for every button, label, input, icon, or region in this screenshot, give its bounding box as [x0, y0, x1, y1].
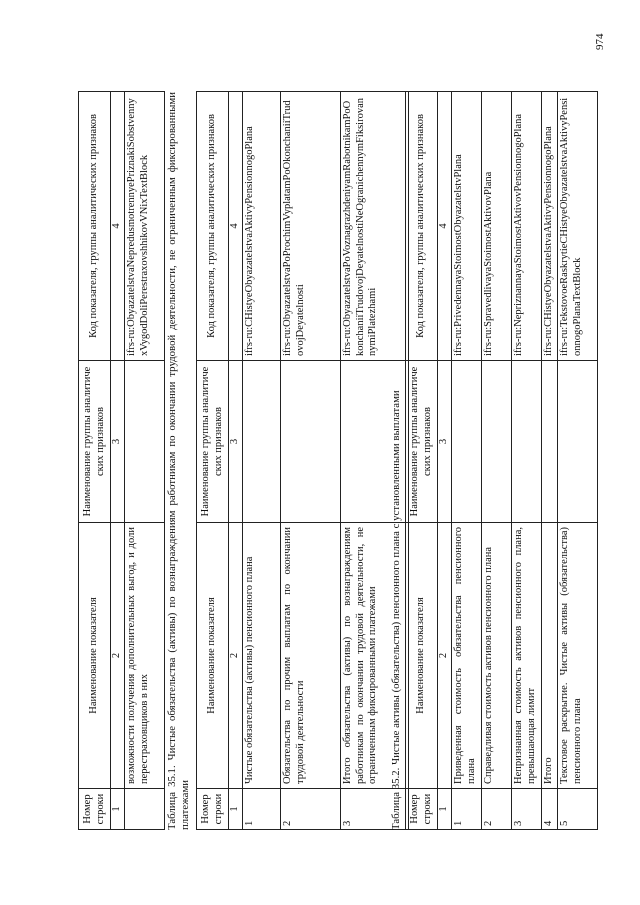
cell-line-number: 2 — [481, 789, 511, 830]
table-header-row — [406, 92, 438, 830]
cell-indicator-code: ifrs-ru:CHistyeObyazatelstvaAktivyPensionnogoPlana — [242, 92, 280, 361]
header-indicator-name: Наименование показателя — [406, 523, 438, 789]
cell-group-name — [242, 361, 280, 523]
header-group-name: Наименование группы аналитических признаков — [197, 361, 229, 523]
table-continuation — [78, 91, 165, 830]
table-row — [451, 92, 481, 830]
table-header-row — [197, 92, 229, 830]
cell-line-number: 3 — [511, 789, 541, 830]
header-indicator-code: Код показателя, группы аналитических признаков — [197, 92, 229, 361]
table-row — [124, 92, 164, 830]
cell-group-name — [541, 361, 557, 523]
cell-indicator-name: Итого — [541, 523, 557, 789]
cell-line-number: 3 — [340, 789, 408, 830]
cell-line-number: 1 — [451, 789, 481, 830]
col-number: 4 — [229, 92, 243, 361]
header-line-number: Номер строки — [79, 789, 111, 830]
table-35-2 — [405, 91, 598, 830]
table-row — [242, 92, 280, 830]
header-group-name: Наименование группы аналитических признаков — [79, 361, 111, 523]
col-number: 2 — [111, 523, 125, 789]
cell-indicator-name: Текстовое раскрытие. Чистые активы (обязательства) пенсионного плана — [557, 523, 597, 789]
cell-indicator-code: ifrs-ru:SpravedlivayaStoimostAktivovPlana — [481, 92, 511, 361]
header-indicator-name: Наименование показателя — [79, 523, 111, 789]
cell-group-name — [451, 361, 481, 523]
cell-indicator-name: Итого обязательства (активы) по вознаграждениям работникам по окончании трудовой деятельности, не ограниченным фиксированными платежами — [340, 523, 408, 789]
cell-indicator-name: Чистые обязательства (активы) пенсионного плана — [242, 523, 280, 789]
cell-line-number — [124, 789, 164, 830]
cell-indicator-code: ifrs-ru:PrivedennayaStoimostObyazatelstvPlana — [451, 92, 481, 361]
table-row — [541, 92, 557, 830]
table-35-1 — [196, 91, 409, 830]
cell-indicator-code: ifrs-ru:ObyazatelstvaNepredusmotrennyePriznakiSobstvennyxVygodDoliPerestraxovshhikovVNixTextBlock — [124, 92, 164, 361]
table-caption-35-2: Таблица 35.2. Чистые активы (обязательства) пенсионного плана с установленными выплатами — [390, 390, 402, 830]
cell-indicator-code: ifrs-ru:ObyazatelstvaPoVoznagrazhdeniyamRabotnikamPoOkonchaniiTrudovojDeyatelnostiNeOgranichennymFiksirovannymiPlatezhami — [340, 92, 408, 361]
col-number: 2 — [229, 523, 243, 789]
table-row — [511, 92, 541, 830]
table-header-row — [79, 92, 111, 830]
table-row — [280, 92, 340, 830]
cell-group-name — [511, 361, 541, 523]
cell-group-name — [124, 361, 164, 523]
col-number: 4 — [111, 92, 125, 361]
col-number: 1 — [229, 789, 243, 830]
col-number: 4 — [438, 92, 452, 361]
col-number: 3 — [438, 361, 452, 523]
header-indicator-code: Код показателя, группы аналитических признаков — [79, 92, 111, 361]
header-indicator-name: Наименование показателя — [197, 523, 229, 789]
col-number: 2 — [438, 523, 452, 789]
cell-indicator-code: ifrs-ru:TekstovoeRaskrytieCHistyeObyazatelstvaAktivyPensionnogoPlanaTextBlock — [557, 92, 597, 361]
cell-group-name — [280, 361, 340, 523]
cell-indicator-code: ifrs-ru:ObyazatelstvaPoProchimVyplatamPoOkonchaniiTrudovojDeyatelnosti — [280, 92, 340, 361]
col-number: 3 — [111, 361, 125, 523]
cell-group-name — [481, 361, 511, 523]
column-number-row — [111, 92, 125, 830]
cell-indicator-name: Обязательства по прочим выплатам по окончании трудовой деятельности — [280, 523, 340, 789]
cell-indicator-code: ifrs-ru:NepriznannayaStoimostAktivovPensionnogoPlana — [511, 92, 541, 361]
cell-line-number: 1 — [242, 789, 280, 830]
table-caption-35-1: Таблица 35.1. Чистые обязательства (активы) по вознаграждениям работникам по окончании трудовой деятельности, не ограниченным фиксированными платежами — [166, 92, 192, 830]
header-line-number: Номер строки — [406, 789, 438, 830]
column-number-row — [229, 92, 243, 830]
cell-group-name — [557, 361, 597, 523]
page-number: 974 — [594, 33, 606, 50]
cell-line-number: 2 — [280, 789, 340, 830]
col-number: 1 — [111, 789, 125, 830]
cell-indicator-name: возможности получения дополнительных выгод, и доли перестраховщиков в них — [124, 523, 164, 789]
col-number: 3 — [229, 361, 243, 523]
header-group-name: Наименование группы аналитических признаков — [406, 361, 438, 523]
cell-indicator-code: ifrs-ru:CHistyeObyazatelstvaAktivyPensionnogoPlana — [541, 92, 557, 361]
cell-line-number: 4 — [541, 789, 557, 830]
header-indicator-code: Код показателя, группы аналитических признаков — [406, 92, 438, 361]
cell-indicator-name: Справедливая стоимость активов пенсионного плана — [481, 523, 511, 789]
col-number: 1 — [438, 789, 452, 830]
cell-indicator-name: Непризнанная стоимость активов пенсионного плана, превышающая лимит — [511, 523, 541, 789]
column-number-row — [438, 92, 452, 830]
table-row — [481, 92, 511, 830]
table-row — [557, 92, 597, 830]
cell-line-number: 5 — [557, 789, 597, 830]
cell-indicator-name: Приведенная стоимость обязательства пенсионного плана — [451, 523, 481, 789]
header-line-number: Номер строки — [197, 789, 229, 830]
